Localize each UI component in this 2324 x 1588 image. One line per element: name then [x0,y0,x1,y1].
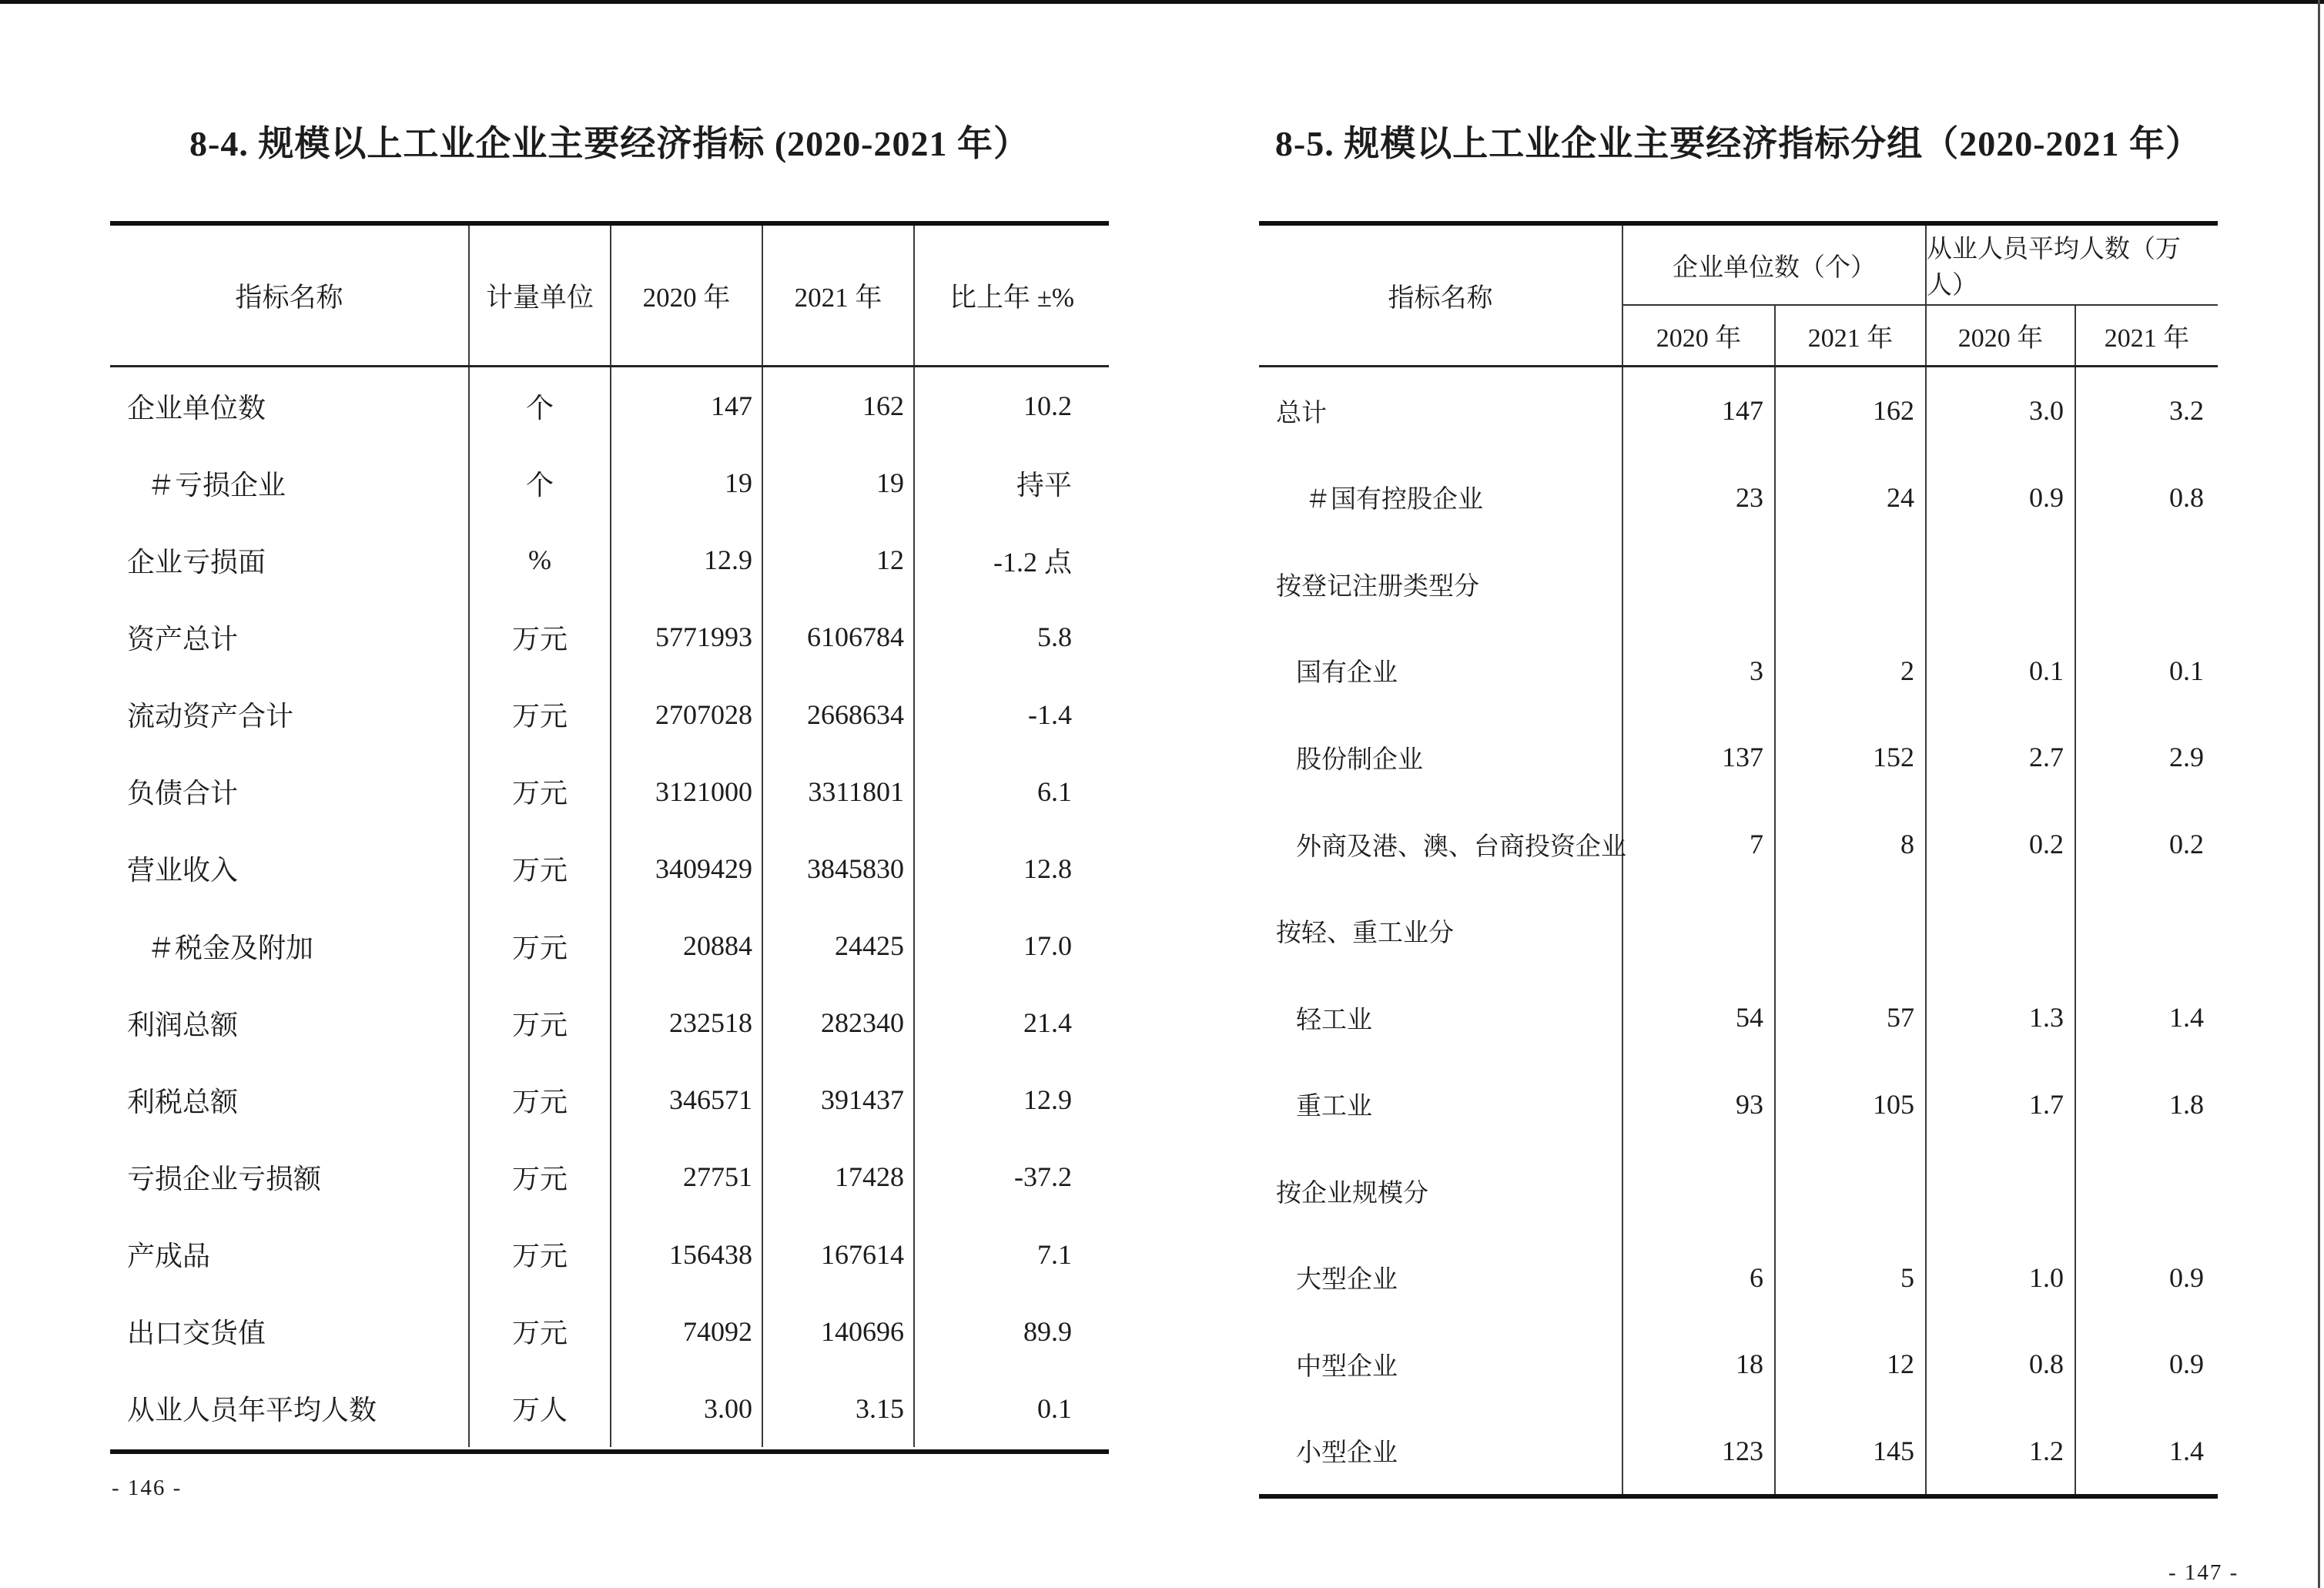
employees-2021 [2076,887,2218,974]
value-2021: 2668634 [763,676,915,753]
value-change: 12.9 [1023,1084,1072,1116]
employees-2021: 1.8 [2169,1088,2204,1120]
value-2020: 147 [611,367,763,444]
indicator-name: ＃国有控股企业 [1259,454,1623,541]
table-8-5-title: 8-5. 规模以上工业企业主要经济指标分组（2020-2021 年） [1274,124,2202,163]
indicator-name: 国有企业 [1259,628,1623,715]
units-2021: 2 [1776,628,1927,715]
table-8-4-body [110,367,1109,1447]
units-2021: 5 [1776,1234,1927,1321]
indicator-name: 出口交货值 [110,1293,470,1370]
indicator-name: 总计 [1259,367,1623,454]
units-2020: 147 [1623,367,1776,454]
units-2021 [1776,1147,1927,1235]
value-2020: 2707028 [611,676,763,753]
indicator-name: 利润总额 [110,984,470,1061]
indicator-name: ＃亏损企业 [110,444,470,521]
table-row [110,367,1109,444]
table-row [110,1061,1109,1138]
value-change: -37.2 [1014,1161,1072,1193]
units-2020 [1623,541,1776,628]
units-2020: 93 [1623,1060,1776,1147]
indicator-name: 按企业规模分 [1259,1147,1623,1235]
units-2021: 57 [1776,974,1927,1061]
table-row [1259,974,2218,1061]
table-8-4 [110,221,1109,1454]
units-2021: 152 [1776,714,1927,801]
table-8-4-header-row [110,226,1109,367]
employees-2021: 1.4 [2169,1435,2204,1466]
units-2020 [1623,1147,1776,1235]
employees-2021: 0.9 [2169,1261,2204,1293]
value-change: 89.9 [1023,1315,1072,1347]
value-2021: 24425 [763,907,915,984]
value-2020: 19 [611,444,763,521]
indicator-name: 小型企业 [1259,1408,1623,1495]
units-2021: 162 [1776,367,1927,454]
page-number-146: - 146 - [112,1476,183,1500]
units-2020: 18 [1623,1321,1776,1408]
value-2020: 232518 [611,984,763,1061]
value-change: 5.8 [1037,621,1072,653]
employees-2021: 0.8 [2169,481,2204,513]
value-2020: 20884 [611,907,763,984]
indicator-name: 负债合计 [110,753,470,830]
unit-value: 万元 [470,598,611,675]
employees-2020: 0.2 [1927,801,2076,888]
column-header-units-2020: 2020 年 [1623,306,1776,365]
column-header-unit: 计量单位 [470,226,611,365]
employees-2021: 0.2 [2169,829,2204,859]
employees-2021: 3.2 [2169,395,2204,427]
group-header-enterprise-units: 企业单位数（个） [1623,226,1927,304]
table-row [1259,1060,2218,1147]
table-8-4-title: 8-4. 规模以上工业企业主要经济指标 (2020-2021 年） [189,124,1030,163]
value-2020: 12.9 [611,521,763,598]
units-2020: 54 [1623,974,1776,1061]
indicator-name: 企业单位数 [110,367,470,444]
employees-2021: 0.9 [2169,1348,2204,1380]
table-row [110,1138,1109,1215]
table-row [1259,1408,2218,1495]
value-2020: 156438 [611,1216,763,1293]
employees-2021 [2076,1147,2218,1235]
unit-value: 万人 [470,1370,611,1447]
indicator-name: 亏损企业亏损额 [110,1138,470,1215]
value-change: -1.4 [1028,699,1072,730]
column-header-2021: 2021 年 [763,226,915,365]
value-2020: 74092 [611,1293,763,1370]
table-row [1259,714,2218,801]
employees-2020: 2.7 [1927,714,2076,801]
table-row [110,1216,1109,1293]
employees-2021 [2076,541,2218,628]
indicator-name: 中型企业 [1259,1321,1623,1408]
value-2021: 140696 [763,1293,915,1370]
unit-value: 万元 [470,830,611,907]
value-2021: 3845830 [763,830,915,907]
column-header-employees-2021: 2021 年 [2104,324,2190,353]
column-header-indicator-name: 指标名称 [1259,226,1623,365]
unit-value: 个 [470,444,611,521]
table-8-5-header-right [1623,226,2218,365]
value-change: 12.8 [1023,853,1072,884]
indicator-name: 大型企业 [1259,1234,1623,1321]
value-change: 10.2 [1023,390,1072,422]
employees-2020: 3.0 [1927,367,2076,454]
units-2021: 12 [1776,1321,1927,1408]
value-2021: 6106784 [763,598,915,675]
value-change: 21.4 [1023,1007,1072,1039]
value-2021: 282340 [763,984,915,1061]
column-header-employees-2020: 2020 年 [1927,306,2076,365]
value-2020: 3.00 [611,1370,763,1447]
employees-2020: 1.0 [1927,1234,2076,1321]
value-2021: 19 [763,444,915,521]
table-row [1259,367,2218,454]
units-2020: 123 [1623,1408,1776,1495]
employees-2020: 0.1 [1927,628,2076,715]
unit-value: 万元 [470,907,611,984]
unit-value: 万元 [470,753,611,830]
table-8-5-header [1259,226,2218,367]
column-header-units-2021: 2021 年 [1776,306,1927,365]
value-2021: 3311801 [763,753,915,830]
units-2020: 3 [1623,628,1776,715]
indicator-name: 按轻、重工业分 [1259,887,1623,974]
units-2021: 105 [1776,1060,1927,1147]
units-2021 [1776,541,1927,628]
unit-value: 万元 [470,1061,611,1138]
scan-edge-right [2318,0,2320,1588]
employees-2020: 1.3 [1927,974,2076,1061]
unit-value: 万元 [470,1216,611,1293]
units-2020 [1623,887,1776,974]
column-header-change: 比上年 ±% [949,282,1075,313]
unit-value: 万元 [470,676,611,753]
unit-value: % [470,521,611,598]
employees-2021: 0.1 [2169,655,2204,686]
indicator-name: 股份制企业 [1259,714,1623,801]
indicator-name: 轻工业 [1259,974,1623,1061]
indicator-name: 流动资产合计 [110,676,470,753]
employees-2020: 0.8 [1927,1321,2076,1408]
table-row [1259,1147,2218,1235]
value-2021: 162 [763,367,915,444]
units-2020: 23 [1623,454,1776,541]
units-2020: 6 [1623,1234,1776,1321]
value-2021: 12 [763,521,915,598]
indicator-name: 重工业 [1259,1060,1623,1147]
indicator-name: 资产总计 [110,598,470,675]
employees-2020: 0.9 [1927,454,2076,541]
units-2021 [1776,887,1927,974]
value-2021: 3.15 [763,1370,915,1447]
table-row [110,1370,1109,1447]
table-row [1259,801,2218,888]
table-row [110,984,1109,1061]
value-2021: 17428 [763,1138,915,1215]
indicator-name: 产成品 [110,1216,470,1293]
units-2021: 8 [1776,801,1927,888]
table-row [1259,1234,2218,1321]
table-row [1259,541,2218,628]
employees-2020 [1927,887,2076,974]
table-row [110,598,1109,675]
table-row [1259,454,2218,541]
value-change: 17.0 [1023,930,1072,962]
table-row [1259,628,2218,715]
units-2020: 7 [1623,801,1776,888]
table-row [110,676,1109,753]
table-row [110,521,1109,598]
indicator-name: 营业收入 [110,830,470,907]
indicator-name: 利税总额 [110,1061,470,1138]
column-header-indicator-name: 指标名称 [110,226,470,365]
value-change: 0.1 [1037,1392,1072,1424]
value-change: 7.1 [1037,1238,1072,1270]
table-row [1259,887,2218,974]
table-row [110,907,1109,984]
value-2020: 3409429 [611,830,763,907]
value-2021: 167614 [763,1216,915,1293]
indicator-name: 从业人员年平均人数 [110,1370,470,1447]
employees-2020: 1.2 [1927,1408,2076,1495]
value-2020: 5771993 [611,598,763,675]
table-8-5-body [1259,367,2218,1494]
value-change: 6.1 [1037,776,1072,807]
value-2020: 346571 [611,1061,763,1138]
employees-2020 [1927,541,2076,628]
column-header-2020: 2020 年 [611,226,763,365]
indicator-name: 企业亏损面 [110,521,470,598]
year-header-row [1623,306,2218,365]
value-2020: 3121000 [611,753,763,830]
employees-2021: 2.9 [2169,742,2204,773]
group-header-avg-employees: 从业人员平均人数（万人） [1927,236,2181,300]
table-8-5 [1259,221,2218,1499]
unit-value: 万元 [470,1293,611,1370]
indicator-name: 外商及港、澳、台商投资企业 [1259,801,1623,888]
units-2021: 145 [1776,1408,1927,1495]
value-change: -1.2 点 [993,546,1072,578]
page-number-147: - 147 - [2168,1560,2239,1585]
employees-2021: 1.4 [2169,1002,2204,1034]
value-2021: 391437 [763,1061,915,1138]
group-header-row [1623,226,2218,306]
unit-value: 万元 [470,1138,611,1215]
units-2020: 137 [1623,714,1776,801]
scan-edge-top [0,0,2324,4]
indicator-name: ＃税金及附加 [110,907,470,984]
value-2020: 27751 [611,1138,763,1215]
table-row [110,753,1109,830]
employees-2020 [1927,1147,2076,1235]
employees-2020: 1.7 [1927,1060,2076,1147]
table-row [1259,1321,2218,1408]
table-row [110,830,1109,907]
value-change: 持平 [1016,469,1072,501]
unit-value: 个 [470,367,611,444]
units-2021: 24 [1776,454,1927,541]
table-row [110,1293,1109,1370]
indicator-name: 按登记注册类型分 [1259,541,1623,628]
unit-value: 万元 [470,984,611,1061]
table-row [110,444,1109,521]
